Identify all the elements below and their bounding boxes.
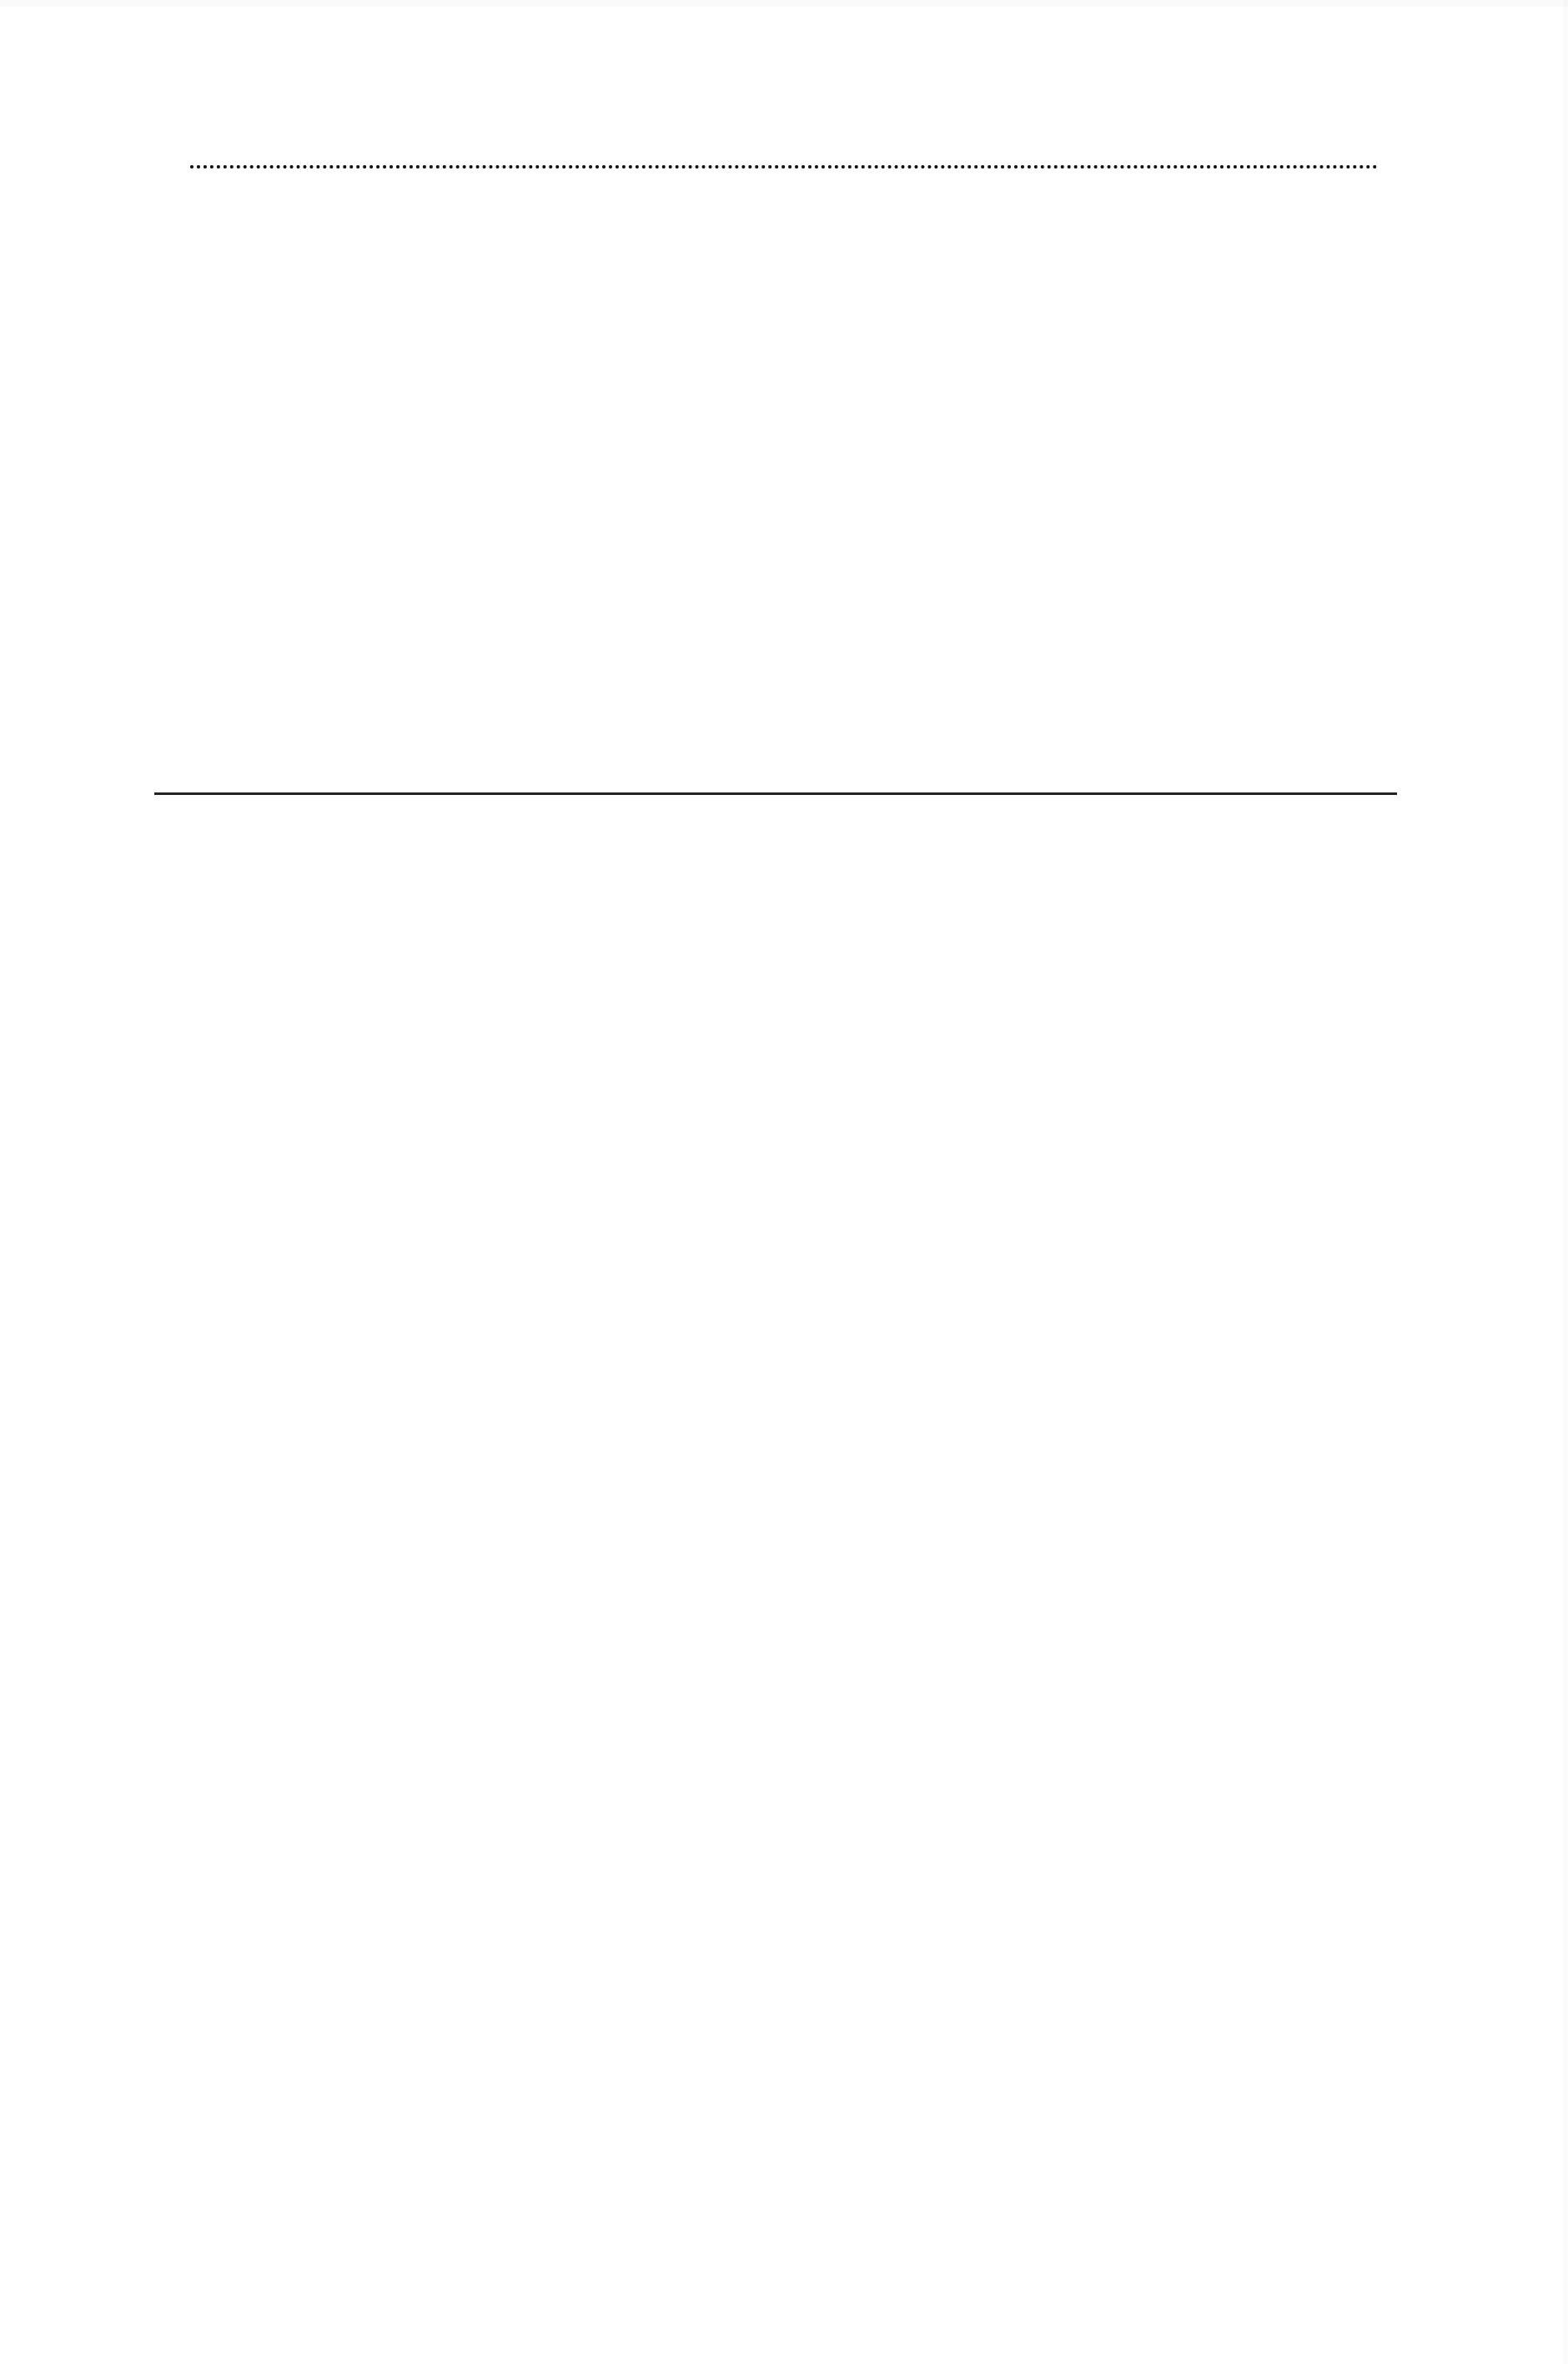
website-watermark bbox=[967, 2226, 1410, 2269]
scan-shadow-top bbox=[0, 0, 1568, 7]
page-header bbox=[175, 133, 1393, 192]
continuation-paragraph bbox=[163, 546, 1393, 767]
notes-divider bbox=[154, 792, 1397, 795]
notes-block bbox=[163, 822, 1393, 1919]
scan-shadow-side bbox=[1563, 0, 1568, 2364]
header-leader bbox=[190, 165, 1378, 168]
main-paragraph bbox=[163, 250, 1393, 542]
closing-paragraph bbox=[163, 1944, 1393, 2227]
